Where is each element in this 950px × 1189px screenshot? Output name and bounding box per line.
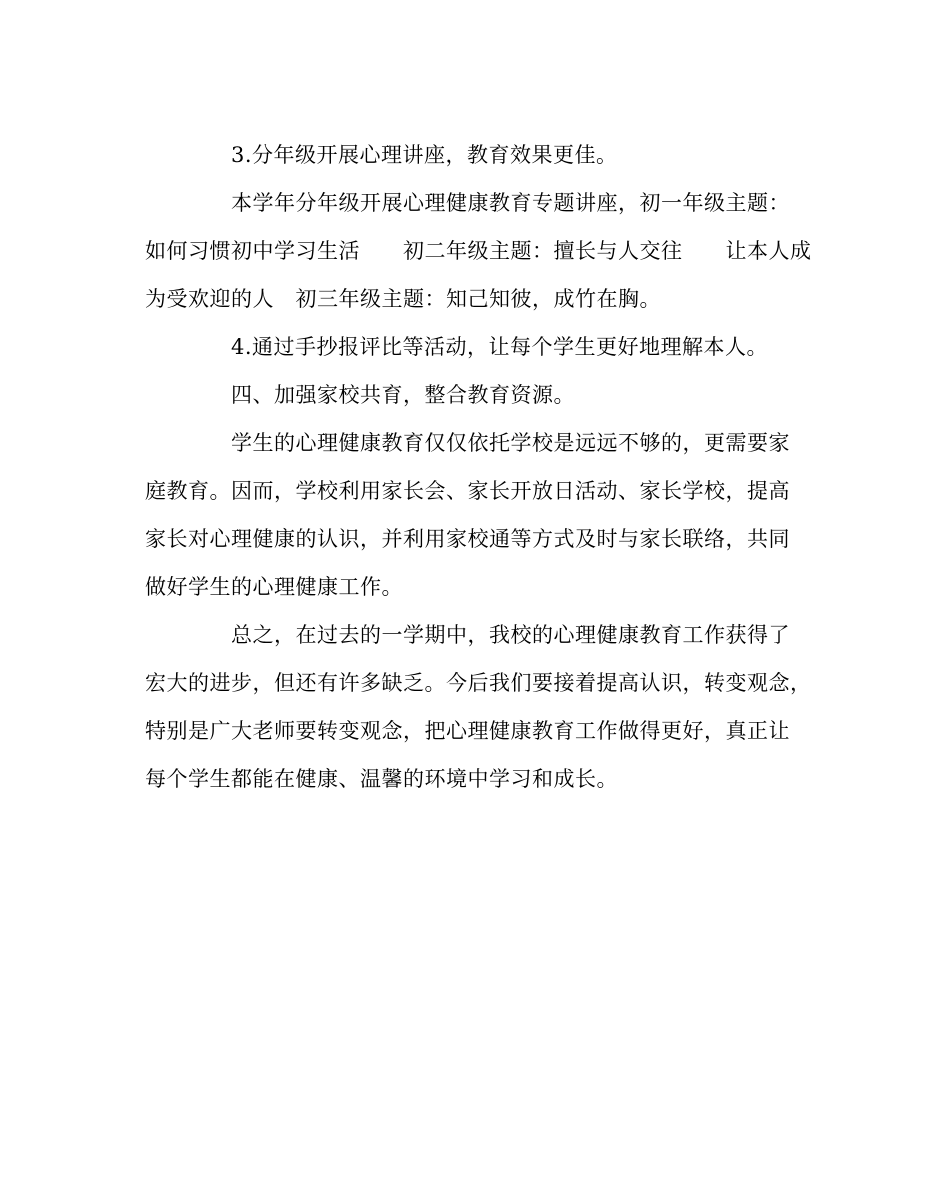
text-line: 宏大的进步，但还有许多缺乏。今后我们要接着提高认识，转变观念，	[145, 671, 812, 695]
text-line: 家长对心理健康的认识，并利用家校通等方式及时与家长联络，共同	[145, 527, 790, 551]
text-line: 庭教育。因而，学校利用家长会、家长开放日活动、家长学校，提高	[145, 479, 790, 503]
text-line: 每个学生都能在健康、温馨的环境中学习和成长。	[145, 767, 618, 791]
paragraph-summary	[145, 611, 812, 803]
text-line: 四、加强家校共育，整合教育资源。	[231, 383, 575, 407]
text-line: 特别是广大老师要转变观念，把心理健康教育工作做得更好，真正让	[145, 719, 790, 743]
text-line: 本学年分年级开展心理健康教育专题讲座，初一年级主题：	[231, 191, 790, 215]
paragraph-lecture-heading	[145, 131, 805, 179]
text-line: 3.分年级开展心理讲座，教育效果更佳。	[231, 143, 618, 167]
paragraph-lecture-topics	[145, 179, 812, 323]
document-body	[145, 131, 812, 803]
text-line: 4.通过手抄报评比等活动，让每个学生更好地理解本人。	[231, 335, 769, 359]
paragraph-section-heading	[145, 371, 805, 419]
text-line: 如何习惯初中学习生活 初二年级主题：擅长与人交往 让本人成	[145, 239, 812, 263]
text-line: 为受欢迎的人 初三年级主题：知己知彼，成竹在胸。	[145, 287, 661, 311]
paragraph-family-education	[145, 419, 805, 611]
text-line: 做好学生的心理健康工作。	[145, 575, 403, 599]
text-line: 学生的心理健康教育仅仅依托学校是远远不够的，更需要家	[231, 431, 790, 455]
paragraph-poster-contest	[145, 323, 805, 371]
text-line: 总之，在过去的一学期中，我校的心理健康教育工作获得了	[231, 623, 790, 647]
